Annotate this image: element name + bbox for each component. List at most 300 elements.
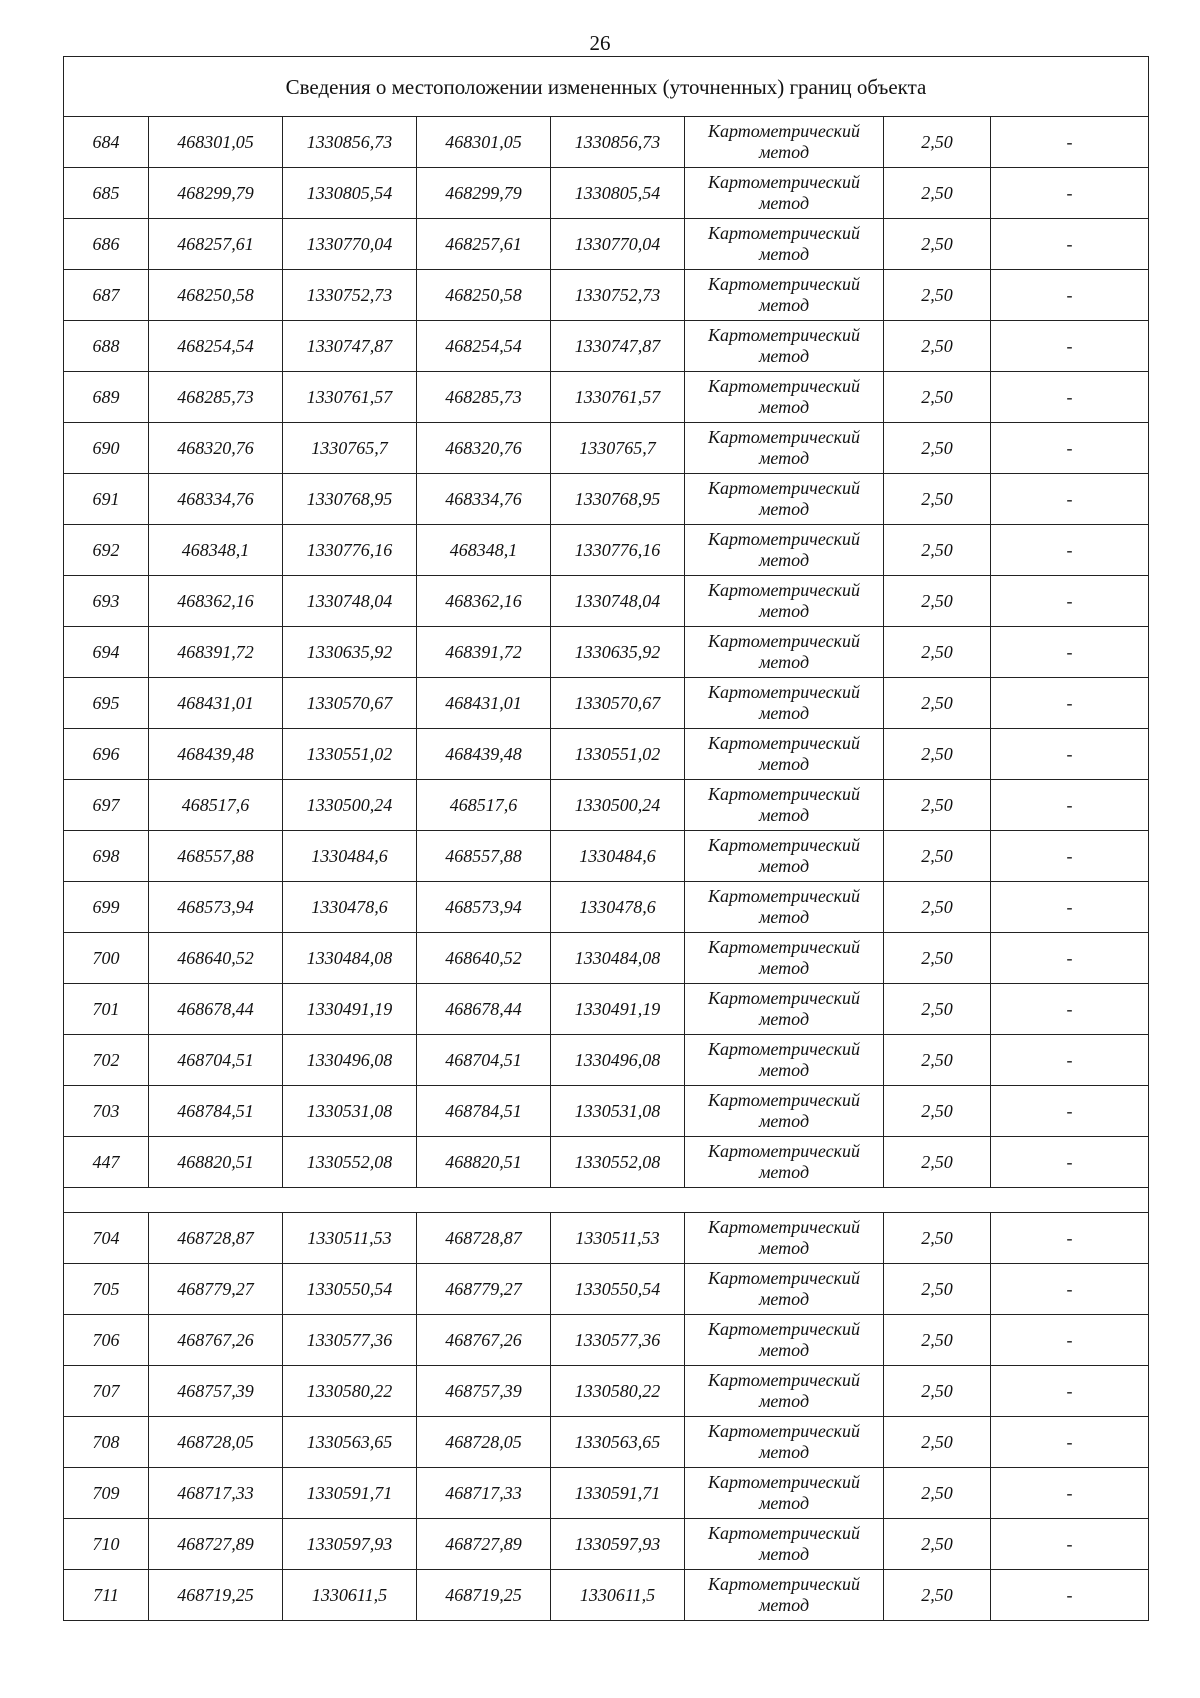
description-cell: - bbox=[991, 1519, 1149, 1570]
x-existing-cell: 468727,89 bbox=[149, 1519, 283, 1570]
method-line2: метод bbox=[758, 1391, 810, 1411]
x-new-cell: 468334,76 bbox=[417, 474, 551, 525]
method-line1: Картометрический bbox=[707, 1319, 860, 1339]
y-existing-cell: 1330776,16 bbox=[283, 525, 417, 576]
method-line2: метод bbox=[758, 958, 810, 978]
method-line2: метод bbox=[758, 244, 810, 264]
y-existing-cell: 1330550,54 bbox=[283, 1264, 417, 1315]
precision-cell: 2,50 bbox=[884, 1417, 991, 1468]
x-existing-cell: 468678,44 bbox=[149, 984, 283, 1035]
x-existing-cell: 468779,27 bbox=[149, 1264, 283, 1315]
description-cell: - bbox=[991, 474, 1149, 525]
table-row bbox=[64, 1468, 1149, 1519]
x-existing-cell: 468301,05 bbox=[149, 117, 283, 168]
description-cell: - bbox=[991, 1213, 1149, 1264]
method-cell bbox=[685, 627, 884, 678]
y-new-cell: 1330765,7 bbox=[551, 423, 685, 474]
precision-cell: 2,50 bbox=[884, 1086, 991, 1137]
method-line1: Картометрический bbox=[707, 529, 860, 549]
y-existing-cell: 1330770,04 bbox=[283, 219, 417, 270]
y-existing-cell: 1330856,73 bbox=[283, 117, 417, 168]
description-cell: - bbox=[991, 219, 1149, 270]
x-new-cell: 468362,16 bbox=[417, 576, 551, 627]
description-cell: - bbox=[991, 1137, 1149, 1188]
method-line1: Картометрический bbox=[707, 1217, 860, 1237]
precision-cell: 2,50 bbox=[884, 1570, 991, 1621]
table-row bbox=[64, 780, 1149, 831]
method-line2: метод bbox=[758, 142, 810, 162]
method-line1: Картометрический bbox=[707, 1370, 860, 1390]
method-line2: метод bbox=[758, 1493, 810, 1513]
method-cell bbox=[685, 780, 884, 831]
y-new-cell: 1330570,67 bbox=[551, 678, 685, 729]
coordinates-table bbox=[63, 56, 1149, 1621]
precision-cell: 2,50 bbox=[884, 1519, 991, 1570]
y-existing-cell: 1330591,71 bbox=[283, 1468, 417, 1519]
table-row bbox=[64, 321, 1149, 372]
x-new-cell: 468757,39 bbox=[417, 1366, 551, 1417]
table-row bbox=[64, 1264, 1149, 1315]
table-row bbox=[64, 1035, 1149, 1086]
method-cell bbox=[685, 1035, 884, 1086]
description-cell: - bbox=[991, 1417, 1149, 1468]
y-new-cell: 1330761,57 bbox=[551, 372, 685, 423]
method-cell bbox=[685, 1213, 884, 1264]
method-line2: метод bbox=[758, 601, 810, 621]
x-existing-cell: 468728,05 bbox=[149, 1417, 283, 1468]
y-existing-cell: 1330597,93 bbox=[283, 1519, 417, 1570]
x-new-cell: 468820,51 bbox=[417, 1137, 551, 1188]
method-cell bbox=[685, 1570, 884, 1621]
description-cell: - bbox=[991, 729, 1149, 780]
method-cell bbox=[685, 933, 884, 984]
precision-cell: 2,50 bbox=[884, 270, 991, 321]
description-cell: - bbox=[991, 1570, 1149, 1621]
precision-cell: 2,50 bbox=[884, 882, 991, 933]
table-row bbox=[64, 1366, 1149, 1417]
method-line2: метод bbox=[758, 1162, 810, 1182]
x-existing-cell: 468299,79 bbox=[149, 168, 283, 219]
point-number-cell: 711 bbox=[64, 1570, 149, 1621]
y-new-cell: 1330768,95 bbox=[551, 474, 685, 525]
separator-cell bbox=[64, 1188, 1149, 1213]
description-cell: - bbox=[991, 627, 1149, 678]
method-cell bbox=[685, 831, 884, 882]
y-existing-cell: 1330765,7 bbox=[283, 423, 417, 474]
method-line1: Картометрический bbox=[707, 1523, 860, 1543]
point-number-cell: 707 bbox=[64, 1366, 149, 1417]
method-line2: метод bbox=[758, 448, 810, 468]
method-line2: метод bbox=[758, 907, 810, 927]
y-new-cell: 1330770,04 bbox=[551, 219, 685, 270]
table-row bbox=[64, 729, 1149, 780]
method-line1: Картометрический bbox=[707, 631, 860, 651]
x-new-cell: 468254,54 bbox=[417, 321, 551, 372]
y-new-cell: 1330748,04 bbox=[551, 576, 685, 627]
separator-row bbox=[64, 1188, 1149, 1213]
point-number-cell: 692 bbox=[64, 525, 149, 576]
y-existing-cell: 1330496,08 bbox=[283, 1035, 417, 1086]
y-new-cell: 1330551,02 bbox=[551, 729, 685, 780]
method-line1: Картометрический bbox=[707, 733, 860, 753]
x-new-cell: 468320,76 bbox=[417, 423, 551, 474]
method-line1: Картометрический bbox=[707, 1090, 860, 1110]
table-row bbox=[64, 168, 1149, 219]
table-row bbox=[64, 1570, 1149, 1621]
table-row bbox=[64, 423, 1149, 474]
precision-cell: 2,50 bbox=[884, 678, 991, 729]
table-row bbox=[64, 882, 1149, 933]
method-line1: Картометрический bbox=[707, 988, 860, 1008]
precision-cell: 2,50 bbox=[884, 219, 991, 270]
x-new-cell: 468391,72 bbox=[417, 627, 551, 678]
method-cell bbox=[685, 474, 884, 525]
method-line2: метод bbox=[758, 652, 810, 672]
precision-cell: 2,50 bbox=[884, 168, 991, 219]
method-line2: метод bbox=[758, 1442, 810, 1462]
x-existing-cell: 468717,33 bbox=[149, 1468, 283, 1519]
point-number-cell: 706 bbox=[64, 1315, 149, 1366]
x-existing-cell: 468254,54 bbox=[149, 321, 283, 372]
method-line2: метод bbox=[758, 1544, 810, 1564]
description-cell: - bbox=[991, 1468, 1149, 1519]
method-cell bbox=[685, 321, 884, 372]
x-new-cell: 468784,51 bbox=[417, 1086, 551, 1137]
x-existing-cell: 468320,76 bbox=[149, 423, 283, 474]
precision-cell: 2,50 bbox=[884, 525, 991, 576]
x-existing-cell: 468784,51 bbox=[149, 1086, 283, 1137]
x-existing-cell: 468557,88 bbox=[149, 831, 283, 882]
point-number-cell: 687 bbox=[64, 270, 149, 321]
method-cell bbox=[685, 1137, 884, 1188]
x-existing-cell: 468573,94 bbox=[149, 882, 283, 933]
method-line2: метод bbox=[758, 346, 810, 366]
x-existing-cell: 468257,61 bbox=[149, 219, 283, 270]
x-new-cell: 468573,94 bbox=[417, 882, 551, 933]
precision-cell: 2,50 bbox=[884, 1264, 991, 1315]
method-cell bbox=[685, 576, 884, 627]
table-row bbox=[64, 1086, 1149, 1137]
precision-cell: 2,50 bbox=[884, 321, 991, 372]
x-existing-cell: 468757,39 bbox=[149, 1366, 283, 1417]
x-new-cell: 468704,51 bbox=[417, 1035, 551, 1086]
x-existing-cell: 468362,16 bbox=[149, 576, 283, 627]
method-cell bbox=[685, 1468, 884, 1519]
y-existing-cell: 1330491,19 bbox=[283, 984, 417, 1035]
point-number-cell: 709 bbox=[64, 1468, 149, 1519]
method-cell bbox=[685, 1519, 884, 1570]
method-cell bbox=[685, 117, 884, 168]
method-cell bbox=[685, 1086, 884, 1137]
precision-cell: 2,50 bbox=[884, 984, 991, 1035]
table-row bbox=[64, 270, 1149, 321]
method-cell bbox=[685, 423, 884, 474]
method-cell bbox=[685, 270, 884, 321]
x-new-cell: 468250,58 bbox=[417, 270, 551, 321]
y-existing-cell: 1330748,04 bbox=[283, 576, 417, 627]
method-cell bbox=[685, 1264, 884, 1315]
x-existing-cell: 468250,58 bbox=[149, 270, 283, 321]
x-new-cell: 468299,79 bbox=[417, 168, 551, 219]
precision-cell: 2,50 bbox=[884, 1468, 991, 1519]
table-row bbox=[64, 525, 1149, 576]
point-number-cell: 703 bbox=[64, 1086, 149, 1137]
method-line1: Картометрический bbox=[707, 478, 860, 498]
point-number-cell: 689 bbox=[64, 372, 149, 423]
point-number-cell: 699 bbox=[64, 882, 149, 933]
table-row bbox=[64, 1315, 1149, 1366]
y-existing-cell: 1330484,08 bbox=[283, 933, 417, 984]
method-line2: метод bbox=[758, 1111, 810, 1131]
method-line1: Картометрический bbox=[707, 172, 860, 192]
method-cell bbox=[685, 882, 884, 933]
table-row bbox=[64, 1213, 1149, 1264]
point-number-cell: 694 bbox=[64, 627, 149, 678]
y-existing-cell: 1330552,08 bbox=[283, 1137, 417, 1188]
method-line2: метод bbox=[758, 193, 810, 213]
y-existing-cell: 1330577,36 bbox=[283, 1315, 417, 1366]
x-existing-cell: 468285,73 bbox=[149, 372, 283, 423]
precision-cell: 2,50 bbox=[884, 1366, 991, 1417]
description-cell: - bbox=[991, 525, 1149, 576]
x-existing-cell: 468517,6 bbox=[149, 780, 283, 831]
description-cell: - bbox=[991, 270, 1149, 321]
x-new-cell: 468719,25 bbox=[417, 1570, 551, 1621]
description-cell: - bbox=[991, 780, 1149, 831]
y-existing-cell: 1330768,95 bbox=[283, 474, 417, 525]
method-line1: Картометрический bbox=[707, 1574, 860, 1594]
precision-cell: 2,50 bbox=[884, 933, 991, 984]
method-line2: метод bbox=[758, 1289, 810, 1309]
precision-cell: 2,50 bbox=[884, 729, 991, 780]
method-line2: метод bbox=[758, 1009, 810, 1029]
method-line1: Картометрический bbox=[707, 1268, 860, 1288]
method-cell bbox=[685, 525, 884, 576]
method-line1: Картометрический bbox=[707, 1039, 860, 1059]
y-existing-cell: 1330478,6 bbox=[283, 882, 417, 933]
y-new-cell: 1330611,5 bbox=[551, 1570, 685, 1621]
y-existing-cell: 1330531,08 bbox=[283, 1086, 417, 1137]
method-cell bbox=[685, 678, 884, 729]
method-cell bbox=[685, 168, 884, 219]
method-line1: Картометрический bbox=[707, 274, 860, 294]
point-number-cell: 705 bbox=[64, 1264, 149, 1315]
x-new-cell: 468517,6 bbox=[417, 780, 551, 831]
x-new-cell: 468257,61 bbox=[417, 219, 551, 270]
y-new-cell: 1330747,87 bbox=[551, 321, 685, 372]
point-number-cell: 696 bbox=[64, 729, 149, 780]
y-new-cell: 1330511,53 bbox=[551, 1213, 685, 1264]
precision-cell: 2,50 bbox=[884, 831, 991, 882]
x-new-cell: 468727,89 bbox=[417, 1519, 551, 1570]
point-number-cell: 704 bbox=[64, 1213, 149, 1264]
method-cell bbox=[685, 984, 884, 1035]
x-existing-cell: 468431,01 bbox=[149, 678, 283, 729]
method-line1: Картометрический bbox=[707, 1472, 860, 1492]
y-new-cell: 1330496,08 bbox=[551, 1035, 685, 1086]
x-new-cell: 468717,33 bbox=[417, 1468, 551, 1519]
page-number: 26 bbox=[589, 31, 611, 55]
description-cell: - bbox=[991, 678, 1149, 729]
y-new-cell: 1330500,24 bbox=[551, 780, 685, 831]
table-body bbox=[64, 57, 1149, 1621]
description-cell: - bbox=[991, 1315, 1149, 1366]
method-line2: метод bbox=[758, 1060, 810, 1080]
method-line1: Картометрический bbox=[707, 1421, 860, 1441]
x-new-cell: 468728,05 bbox=[417, 1417, 551, 1468]
table-row bbox=[64, 1519, 1149, 1570]
description-cell: - bbox=[991, 1366, 1149, 1417]
point-number-cell: 695 bbox=[64, 678, 149, 729]
method-line2: метод bbox=[758, 856, 810, 876]
table-row bbox=[64, 627, 1149, 678]
y-new-cell: 1330550,54 bbox=[551, 1264, 685, 1315]
method-cell bbox=[685, 372, 884, 423]
x-existing-cell: 468767,26 bbox=[149, 1315, 283, 1366]
description-cell: - bbox=[991, 168, 1149, 219]
x-existing-cell: 468640,52 bbox=[149, 933, 283, 984]
precision-cell: 2,50 bbox=[884, 1137, 991, 1188]
y-existing-cell: 1330761,57 bbox=[283, 372, 417, 423]
method-line2: метод bbox=[758, 703, 810, 723]
precision-cell: 2,50 bbox=[884, 576, 991, 627]
y-existing-cell: 1330580,22 bbox=[283, 1366, 417, 1417]
method-line2: метод bbox=[758, 295, 810, 315]
y-existing-cell: 1330570,67 bbox=[283, 678, 417, 729]
y-new-cell: 1330478,6 bbox=[551, 882, 685, 933]
method-line2: метод bbox=[758, 1340, 810, 1360]
method-line1: Картометрический bbox=[707, 121, 860, 141]
table-title-row bbox=[64, 57, 1149, 117]
table-row bbox=[64, 117, 1149, 168]
table-row bbox=[64, 933, 1149, 984]
x-new-cell: 468678,44 bbox=[417, 984, 551, 1035]
method-line2: метод bbox=[758, 499, 810, 519]
precision-cell: 2,50 bbox=[884, 1035, 991, 1086]
method-line2: метод bbox=[758, 754, 810, 774]
table-row bbox=[64, 1417, 1149, 1468]
method-line2: метод bbox=[758, 1238, 810, 1258]
point-number-cell: 447 bbox=[64, 1137, 149, 1188]
description-cell: - bbox=[991, 984, 1149, 1035]
y-existing-cell: 1330500,24 bbox=[283, 780, 417, 831]
precision-cell: 2,50 bbox=[884, 372, 991, 423]
table-title: Сведения о местоположении измененных (уточненных) границ объекта bbox=[64, 57, 1149, 117]
x-new-cell: 468348,1 bbox=[417, 525, 551, 576]
y-new-cell: 1330491,19 bbox=[551, 984, 685, 1035]
method-line1: Картометрический bbox=[707, 886, 860, 906]
description-cell: - bbox=[991, 321, 1149, 372]
table-row bbox=[64, 219, 1149, 270]
method-line1: Картометрический bbox=[707, 376, 860, 396]
table-row bbox=[64, 372, 1149, 423]
y-new-cell: 1330805,54 bbox=[551, 168, 685, 219]
y-existing-cell: 1330747,87 bbox=[283, 321, 417, 372]
point-number-cell: 691 bbox=[64, 474, 149, 525]
x-new-cell: 468439,48 bbox=[417, 729, 551, 780]
description-cell: - bbox=[991, 831, 1149, 882]
point-number-cell: 688 bbox=[64, 321, 149, 372]
table-row bbox=[64, 1137, 1149, 1188]
table-row bbox=[64, 576, 1149, 627]
y-new-cell: 1330552,08 bbox=[551, 1137, 685, 1188]
point-number-cell: 684 bbox=[64, 117, 149, 168]
y-existing-cell: 1330635,92 bbox=[283, 627, 417, 678]
y-new-cell: 1330776,16 bbox=[551, 525, 685, 576]
x-new-cell: 468557,88 bbox=[417, 831, 551, 882]
method-cell bbox=[685, 1417, 884, 1468]
y-new-cell: 1330856,73 bbox=[551, 117, 685, 168]
y-new-cell: 1330635,92 bbox=[551, 627, 685, 678]
table-row bbox=[64, 831, 1149, 882]
point-number-cell: 710 bbox=[64, 1519, 149, 1570]
description-cell: - bbox=[991, 1035, 1149, 1086]
precision-cell: 2,50 bbox=[884, 780, 991, 831]
method-line2: метод bbox=[758, 397, 810, 417]
x-existing-cell: 468334,76 bbox=[149, 474, 283, 525]
y-existing-cell: 1330511,53 bbox=[283, 1213, 417, 1264]
point-number-cell: 698 bbox=[64, 831, 149, 882]
description-cell: - bbox=[991, 882, 1149, 933]
x-existing-cell: 468719,25 bbox=[149, 1570, 283, 1621]
method-line1: Картометрический bbox=[707, 580, 860, 600]
point-number-cell: 700 bbox=[64, 933, 149, 984]
y-new-cell: 1330577,36 bbox=[551, 1315, 685, 1366]
point-number-cell: 686 bbox=[64, 219, 149, 270]
x-existing-cell: 468348,1 bbox=[149, 525, 283, 576]
table-row bbox=[64, 984, 1149, 1035]
method-line2: метод bbox=[758, 1595, 810, 1615]
y-new-cell: 1330591,71 bbox=[551, 1468, 685, 1519]
method-line2: метод bbox=[758, 550, 810, 570]
y-new-cell: 1330597,93 bbox=[551, 1519, 685, 1570]
x-existing-cell: 468391,72 bbox=[149, 627, 283, 678]
x-existing-cell: 468439,48 bbox=[149, 729, 283, 780]
point-number-cell: 702 bbox=[64, 1035, 149, 1086]
method-line1: Картометрический bbox=[707, 1141, 860, 1161]
x-new-cell: 468431,01 bbox=[417, 678, 551, 729]
precision-cell: 2,50 bbox=[884, 474, 991, 525]
point-number-cell: 690 bbox=[64, 423, 149, 474]
point-number-cell: 708 bbox=[64, 1417, 149, 1468]
description-cell: - bbox=[991, 933, 1149, 984]
y-existing-cell: 1330805,54 bbox=[283, 168, 417, 219]
precision-cell: 2,50 bbox=[884, 117, 991, 168]
description-cell: - bbox=[991, 117, 1149, 168]
description-cell: - bbox=[991, 372, 1149, 423]
method-line1: Картометрический bbox=[707, 937, 860, 957]
y-existing-cell: 1330611,5 bbox=[283, 1570, 417, 1621]
x-new-cell: 468728,87 bbox=[417, 1213, 551, 1264]
method-line1: Картометрический bbox=[707, 682, 860, 702]
description-cell: - bbox=[991, 1086, 1149, 1137]
y-new-cell: 1330580,22 bbox=[551, 1366, 685, 1417]
point-number-cell: 701 bbox=[64, 984, 149, 1035]
table-row bbox=[64, 678, 1149, 729]
y-new-cell: 1330752,73 bbox=[551, 270, 685, 321]
point-number-cell: 693 bbox=[64, 576, 149, 627]
method-line1: Картометрический bbox=[707, 223, 860, 243]
precision-cell: 2,50 bbox=[884, 423, 991, 474]
method-line1: Картометрический bbox=[707, 835, 860, 855]
description-cell: - bbox=[991, 1264, 1149, 1315]
point-number-cell: 685 bbox=[64, 168, 149, 219]
x-existing-cell: 468820,51 bbox=[149, 1137, 283, 1188]
method-line1: Картометрический bbox=[707, 427, 860, 447]
precision-cell: 2,50 bbox=[884, 627, 991, 678]
method-cell bbox=[685, 1366, 884, 1417]
x-existing-cell: 468704,51 bbox=[149, 1035, 283, 1086]
